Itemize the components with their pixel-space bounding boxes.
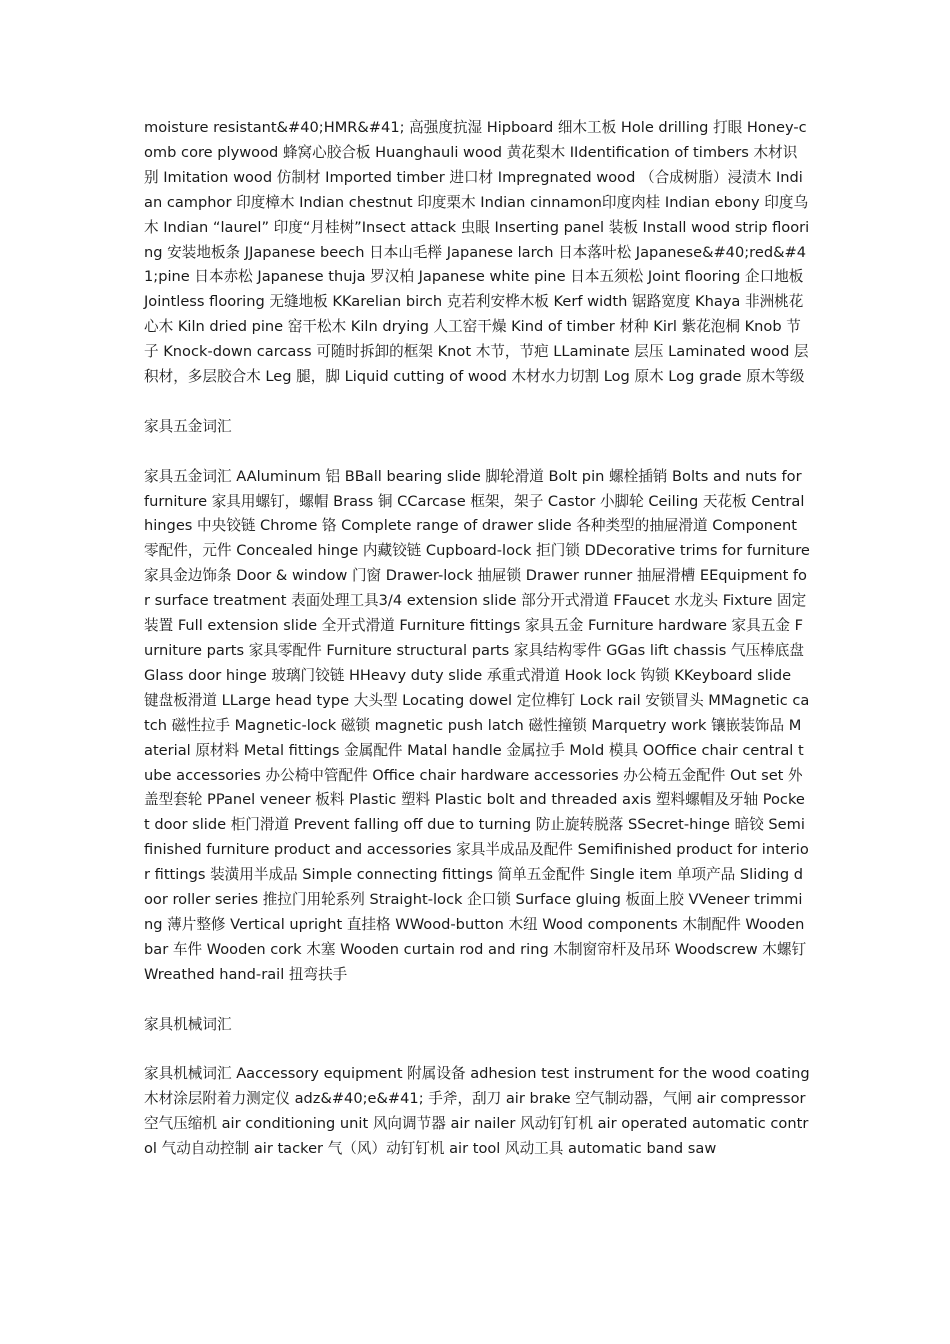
wood-glossary-continued-paragraph: moisture resistant&#40;HMR&#41; 高强度抗湿 Hipboard 细木工板 Hole drilling 打眼 Honey-comb core plywood 蜂窝心胶合板 Huanghauli wood 黄花梨木 IIdentification of timbers 木材识别 Imitation wood 仿制材 Imported timber 进口材 Impregnated wood （合成树脂）浸渍木 Indian camphor 印度樟木 Indian chestnut 印度栗木 Indian cinnamon印度肉桂 Indian ebony 印度乌木 Indian “laurel” 印度“月桂树”Insect attack 虫眼 Inserting panel 装板 Install wood strip flooring 安装地板条 JJapanese beech 日本山毛榉 Japanese larch 日本落叶松 Japanese&#40;red&#41;pine 日本赤松 Japanese thuja 罗汉柏 Japanese white pine 日本五须松 Joint flooring 企口地板 Jointless flooring 无缝地板 KKarelian birch 克若利安桦木板 Kerf width 锯路宽度 Khaya 非洲桃花心木 Kiln dried pine 窑干松木 Kiln drying 人工窑干燥 Kind of timber 材种 Kirl 紫花泡桐 Knob 节子 Knock-down carcass 可随时拆卸的框架 Knot 木节，节疤 LLaminate 层压 Laminated wood 层积材，多层胶合木 Leg 腿，脚 Liquid cutting of wood 木材水力切割 Log 原木 Log grade 原木等级 — [144, 119, 810, 386]
document-body — [144, 116, 810, 1162]
machinery-glossary-paragraph: 家具机械词汇 Aaccessory equipment 附属设备 adhesion test instrument for the wood coating 木材涂层附着力测定仪 adz&#40;e&#41; 手斧，刮刀 air brake 空气制动器，气闸 air compressor 空气压缩机 air conditioning unit 风向调节器 air nailer 风动钉钉机 air operated automatic control 气动自动控制 air tacker 气（风）动钉钉机 air tool 风动工具 automatic band saw — [144, 1065, 810, 1158]
machinery-section-heading: 家具机械词汇 — [144, 1015, 232, 1033]
hardware-glossary-paragraph: 家具五金词汇 AAluminum 铝 BBall bearing slide 脚轮滑道 Bolt pin 螺栓插销 Bolts and nuts for furniture 家具用螺钉，螺帽 Brass 铜 CCarcase 框架，架子 Castor 小脚轮 Ceiling 天花板 Central hinges 中央铰链 Chrome 铬 Complete range of drawer slide 各种类型的抽屉滑道 Component 零配件，元件 Concealed hinge 内藏铰链 Cupboard-lock 拒门锁 DDecorative trims for furniture 家具金边饰条 Door & window 门窗 Drawer-lock 抽屉锁 Drawer runner 抽屉滑槽 EEquipment for surface treatment 表面处理工具3/4 extension slide 部分开式滑道 FFaucet 水龙头 Fixture 固定装置 Full extension slide 全开式滑道 Furniture fittings 家具五金 Furniture hardware 家具五金 Furniture parts 家具零配件 Furniture structural parts 家具结构零件 GGas lift chassis 气压棒底盘 Glass door hinge 玻璃门铰链 HHeavy duty slide 承重式滑道 Hook lock 钩锁 KKeyboard slide 键盘板滑道 LLarge head type 大头型 Locating dowel 定位榫钉 Lock rail 安锁冒头 MMagnetic catch 磁性拉手 Magnetic-lock 磁锁 magnetic push latch 磁性撞锁 Marquetry work 镶嵌装饰品 Material 原材料 Metal fittings 金属配件 Matal handle 金属拉手 Mold 模具 OOffice chair central tube accessories 办公椅中管配件 Office chair hardware accessories 办公椅五金配件 Out set 外盖型套轮 PPanel veneer 板料 Plastic 塑料 Plastic bolt and threaded axis 塑料螺帽及牙轴 Pocket door slide 柜门滑道 Prevent falling off due to turning 防止旋转脱落 SSecret-hinge 暗铰 Semifinished furniture product and accessories 家具半成品及配件 Semifinished product for interior fittings 装潢用半成品 Simple connecting fittings 简单五金配件 Single item 单项产品 Sliding door roller series 推拉门用轮系列 Straight-lock 企口锁 Surface gluing 板面上胶 VVeneer trimming 薄片整修 Vertical upright 直挂格 WWood-button 木纽 Wood components 木制配件 Wooden bar 车件 Wooden cork 木塞 Wooden curtain rod and ring 木制窗帘杆及吊环 Woodscrew 木螺钉 Wreathed hand-rail 扭弯扶手 — [144, 467, 810, 983]
hardware-section-heading: 家具五金词汇 — [144, 417, 232, 435]
